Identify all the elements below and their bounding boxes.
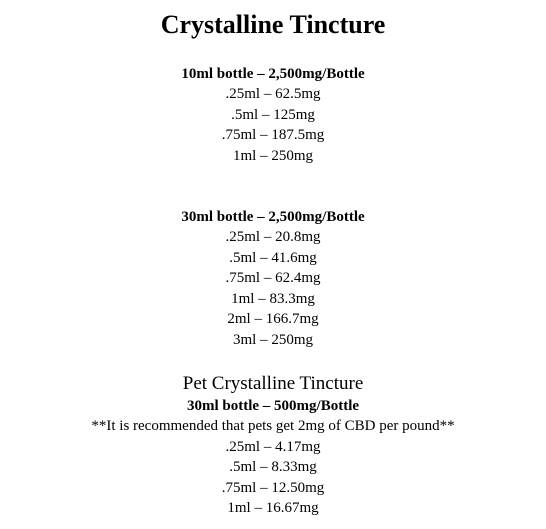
dose-line: .5ml – 41.6mg bbox=[229, 249, 317, 266]
dose-line: .25ml – 62.5mg bbox=[225, 86, 321, 102]
dose-line: 3ml – 250mg bbox=[232, 331, 313, 348]
pet-section-title: Pet Crystalline Tincture bbox=[182, 373, 364, 394]
dose-line: 1ml – 250mg bbox=[232, 147, 313, 164]
dose-line: .5ml – 125mg bbox=[231, 106, 315, 123]
dose-line: .75ml – 12.50mg bbox=[221, 479, 325, 496]
dose-line: .25ml – 4.17mg bbox=[225, 438, 321, 455]
dose-line: 1ml – 16.67mg bbox=[227, 500, 319, 516]
dose-line: .5ml – 8.33mg bbox=[229, 459, 317, 475]
section-30ml-bottle bbox=[0, 207, 546, 350]
section-10ml-bottle bbox=[0, 64, 546, 166]
section-heading: 30ml bottle – 2,500mg/Bottle bbox=[181, 209, 365, 225]
dosage-note: **It is recommended that pets get 2mg of CBD per pound** bbox=[91, 418, 455, 434]
dose-line: 1ml – 83.3mg bbox=[231, 290, 315, 307]
page-title: Crystalline Tincture bbox=[160, 10, 386, 39]
dose-line: .75ml – 62.4mg bbox=[225, 270, 321, 286]
dose-line: .25ml – 20.8mg bbox=[225, 229, 321, 245]
section-heading: 30ml bottle – 500mg/Bottle bbox=[186, 398, 360, 414]
dose-line: .75ml – 187.5mg bbox=[221, 127, 325, 143]
section-heading: 10ml bottle – 2,500mg/Bottle bbox=[181, 66, 365, 82]
section-pet-tincture bbox=[0, 373, 546, 519]
dose-line: 2ml – 166.7mg bbox=[227, 311, 319, 327]
